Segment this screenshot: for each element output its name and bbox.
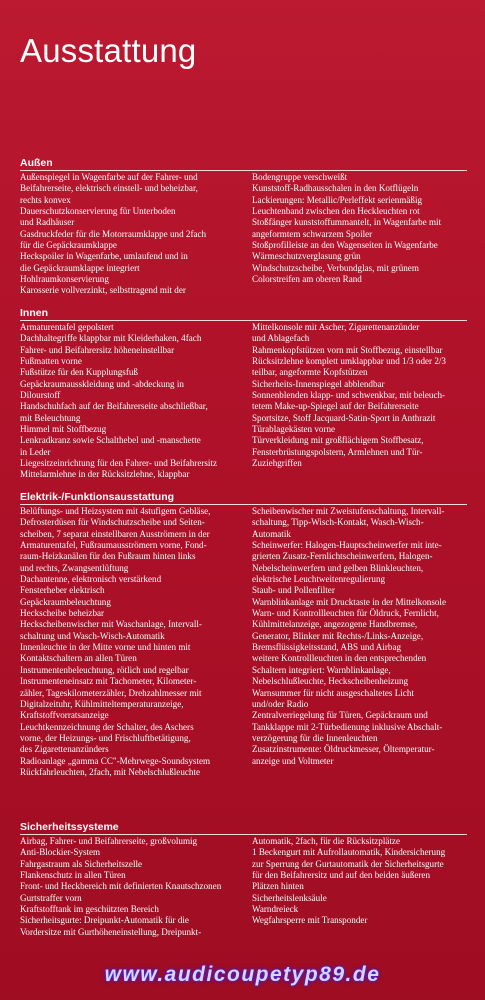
column-right [252,836,467,938]
equipment-line: tetem Make-up-Spiegel auf der Beifahrerseite [252,401,419,412]
equipment-line: Liegesitzeinrichtung für den Fahrer- und Beifahrersitz [20,458,218,469]
equipment-line: 1 Beckengurt mit Aufrollautomatik, Kindersicherung [252,847,446,858]
equipment-line: Dachhaltegriffe klappbar mit Kleiderhaken, 4fach [20,333,202,344]
equipment-line: Kraftstofftank im geschützten Bereich [20,904,159,915]
equipment-line: Innenleuchte in der Mitte vorne und hinten mit [20,642,191,653]
equipment-line: teilbar, angeformte Kopfstützen [252,367,368,378]
equipment-line: Scheibenwischer mit Zweistufenschaltung, Intervall- [252,506,445,516]
equipment-line: raum-Heizkanälen für den Fußraum hinten links [20,551,196,562]
equipment-line: Fensterbrüstungspolstern, Armlehnen und Tür- [252,446,423,457]
equipment-line: und Radhäuser [20,217,75,228]
equipment-line: Zuziehgriffen [252,458,302,469]
equipment-line: Rückfahrleuchten, 2fach, mit Nebelschlußleuchte [20,766,201,777]
equipment-line: scheiben, 7 separat einstellbaren Ausströmern in der [20,528,210,539]
equipment-line: Front- und Heckbereich mit definierten Knautschzonen [20,881,222,892]
equipment-line: Airbag, Fahrer- und Beifahrerseite, großvolumig [20,836,198,846]
section-innen [20,307,467,481]
equipment-line: Dachantenne, elektronisch verstärkend [20,574,162,585]
equipment-line: Generator, Blinker mit Rechts-/Links-Anzeige, [252,630,424,641]
equipment-line: Gasdruckfeder für die Motorraumklappe und 2fach [20,228,207,239]
column-right [252,172,467,297]
equipment-line: Sicherheitsgurte: Dreipunkt-Automatik für die [20,915,189,926]
equipment-line: Gepäckraumbeleuchtung [20,596,111,607]
equipment-line: in Leder [20,446,51,457]
equipment-line: Sportsitze, Stoff Jacquard-Satin-Sport in Anthrazit [252,412,436,423]
equipment-line: Kontaktschaltern an allen Türen [20,653,137,664]
equipment-line: angeformtem schwarzem Spoiler [252,228,373,239]
column-right [252,506,467,778]
equipment-line: Sicherheits-Innenspiegel abblendbar [252,378,385,389]
equipment-line: Armaturentafel, Fußraumausströmern vorne, Fond- [20,540,207,551]
equipment-line: schaltung, Tipp-Wisch-Kontakt, Wasch-Wisch- [252,517,424,528]
equipment-line: Kraftstoffvorratsanzeige [20,710,109,721]
equipment-line: Armaturentafel gepolstert [20,322,114,332]
equipment-line: Karosserie vollverzinkt, selbsttragend mit der [20,285,186,296]
equipment-line: Wegfahrsperre mit Transponder [252,915,368,926]
section-heading: Sicherheitssysteme [20,821,467,835]
equipment-line: Schaltern integriert: Warnblinkanlage, [252,664,391,675]
equipment-line: die Gepäckraumklappe integriert [20,262,140,273]
equipment-line: Kunststoff-Radhausschalen in den Kotflügeln [252,183,419,194]
equipment-line: Automatik, 2fach, für die Rücksitzplätze [252,836,400,846]
equipment-line: Staub- und Pollenfilter [252,585,335,596]
equipment-line: Colorstreifen am oberen Rand [252,274,362,285]
equipment-line: Tankklappe mit 2-Türbedienung inklusive Abschalt- [252,721,443,732]
equipment-line: Rücksitzlehne komplett umklappbar und 1/3 oder 2/3 [252,356,446,367]
equipment-line: Gepäckraumausskleidung und -abdeckung in [20,378,184,389]
equipment-line: Rahmenkopfstützen vorn mit Stoffbezug, einstellbar [252,344,443,355]
equipment-line: Handschuhfach auf der Beifahrerseite abschließbar, [20,401,208,412]
equipment-line: weitere Kontrollleuchten in den entsprechenden [252,653,427,664]
equipment-line: Automatik [252,528,291,539]
equipment-line: Stoßfänger kunststoffummantelt, in Wagenfarbe mit [252,217,442,228]
equipment-line: Plätzen hinten [252,881,304,892]
equipment-line: Heckspoiler in Wagenfarbe, umlaufend und in [20,251,188,262]
equipment-line: Belüftungs- und Heizsystem mit 4stufigem Gebläse, [20,506,211,516]
equipment-line: Bodengruppe verschweißt [252,172,348,182]
section-aussen [20,157,467,297]
equipment-line: Bremsflüssigkeitsstand, ABS und Airbag [252,642,402,653]
equipment-line: Heckscheibenwischer mit Waschanlage, Intervall- [20,619,202,630]
equipment-line: Gurtstraffer vorn [20,892,82,903]
equipment-line: Instrumentenbeleuchtung, rötlich und regelbar [20,664,189,675]
equipment-line: Warnblinkanlage mit Drucktaste in der Mittelkonsole [252,596,446,607]
equipment-line: mit Beleuchtung [20,412,81,423]
equipment-line: Türverkleidung mit großflächigem Stoffbesatz, [252,435,424,446]
section-elektrik [20,491,467,778]
equipment-line: Mittelarmlehne in der Rücksitzlehne, klappbar [20,469,190,480]
equipment-line: und/oder Radio [252,698,309,709]
equipment-line: vorne, der Heizungs- und Frischluftbetätigung, [20,732,191,743]
column-left [20,836,238,938]
equipment-line: Vordersitze mit Gurthöheneinstellung, Dreipunkt- [20,926,202,937]
equipment-line: Wärmeschutzverglasung grün [252,251,361,262]
website-watermark: www.audicoupetyp89.de [104,963,381,986]
equipment-line: Zentralverriegelung für Türen, Gepäckraum und [252,710,428,721]
equipment-line: Stoßprofilleiste an den Wagenseiten in Wagenfarbe [252,240,438,251]
column-left [20,506,238,778]
equipment-line: Kühlmittelanzeige, angezogene Handbremse, [252,619,418,630]
equipment-line: Heckscheibe beheizbar [20,608,105,619]
equipment-line: Zusatzinstrumente: Öldruckmesser, Öltemperatur- [252,744,435,755]
section-heading: Außen [20,157,467,171]
column-left [20,172,238,297]
equipment-line: Leuchtkennzeichnung der Schalter, des Aschers [20,721,194,732]
equipment-line: Fahrer- und Beifahrersitz höheneinstellbar [20,344,175,355]
equipment-line: Warn- und Kontrollleuchten für Öldruck, Fernlicht, [252,608,439,619]
equipment-line: Leuchtenband zwischen den Heckleuchten rot [252,206,420,217]
equipment-line: des Zigarettenanzünders [20,744,109,755]
equipment-line: Fußmatten vorne [20,356,82,367]
equipment-line: Beifahrerseite, elektrisch einstell- und beheizbar, [20,183,198,194]
equipment-line: zur Sperrung der Gurtautomatik der Sicherheitsgurte [252,858,444,869]
equipment-line: Nebelschlußleuchte, Heckscheibenheizung [252,676,409,687]
equipment-line: Dilourstoff [20,390,61,401]
equipment-line: grierten Zusatz-Fernlichtscheinwerfern, Halogen- [252,551,433,562]
equipment-line: Lenkradkranz sowie Schalthebel und -manschette [20,435,201,446]
equipment-line: anzeige und Voltmeter [252,755,334,766]
equipment-line: Türablagekästen vorne [252,424,336,435]
equipment-line: Scheinwerfer: Halogen-Hauptscheinwerfer mit inte- [252,540,442,551]
equipment-line: Anti-Blockier-System [20,847,101,858]
equipment-line: und rechts, Zwangsentlüftung [20,562,129,573]
equipment-line: Sonnenblenden klapp- und schwenkbar, mit beleuch- [252,390,446,401]
page-title: Ausstattung [20,32,197,69]
equipment-line: Mittelkonsole mit Ascher, Zigarettenanzünder [252,322,420,332]
equipment-line: Fensterheber elektrisch [20,585,105,596]
equipment-line: Windschutzscheibe, Verbundglas, mit grünem [252,262,419,273]
column-left [20,322,238,481]
equipment-line: Sicherheitslenksäule [252,892,327,903]
equipment-line: Radioanlage „gamma CC"-Mehrwege-Soundsystem [20,755,211,766]
equipment-line: Instrumenteneinsatz mit Tachometer, Kilometer- [20,676,197,687]
equipment-line: Fahrgastraum als Sicherheitszelle [20,858,143,869]
equipment-line: zähler, Tageskilometerzähler, Drehzahlmesser mit [20,687,202,698]
equipment-line: Außenspiegel in Wagenfarbe auf der Fahrer- und [20,172,198,182]
section-sicherheit [20,821,467,938]
equipment-line: und Ablagefach [252,333,310,344]
equipment-line: Warnsummer für nicht ausgeschaltetes Licht [252,687,414,698]
equipment-line: Hohlraumkonservierung [20,274,109,285]
equipment-line: für den Beifahrersitz und auf den beiden äußeren [252,870,431,881]
equipment-line: Flankenschutz in allen Türen [20,870,126,881]
column-right [252,322,467,481]
equipment-line: Fußstütze für den Kupplungsfuß [20,367,138,378]
equipment-line: Lackierungen: Metallic/Perleffekt serienmäßig [252,194,423,205]
equipment-line: rechts konvex [20,194,71,205]
equipment-line: Nebelscheinwerfern und gelben Blinkleuchten, [252,562,424,573]
equipment-line: Digitalzeituhr, Kühlmitteltemperaturanzeige, [20,698,184,709]
equipment-line: schaltung und Wasch-Wisch-Automatik [20,630,165,641]
section-heading: Innen [20,307,467,321]
equipment-line: verzögerung für die Innenleuchten [252,732,378,743]
equipment-line: für die Gepäckraumklappe [20,240,117,251]
equipment-line: Dauerschutzkonservierung für Unterboden [20,206,176,217]
equipment-line: Warndreieck [252,904,299,915]
section-heading: Elektrik-/Funktionsausstattung [20,491,467,505]
equipment-line: Defrosterdüsen für Windschutzscheibe und Seiten- [20,517,205,528]
equipment-line: Himmel mit Stoffbezug [20,424,107,435]
equipment-line: elektrische Leuchtweitenregulierung [252,574,386,585]
